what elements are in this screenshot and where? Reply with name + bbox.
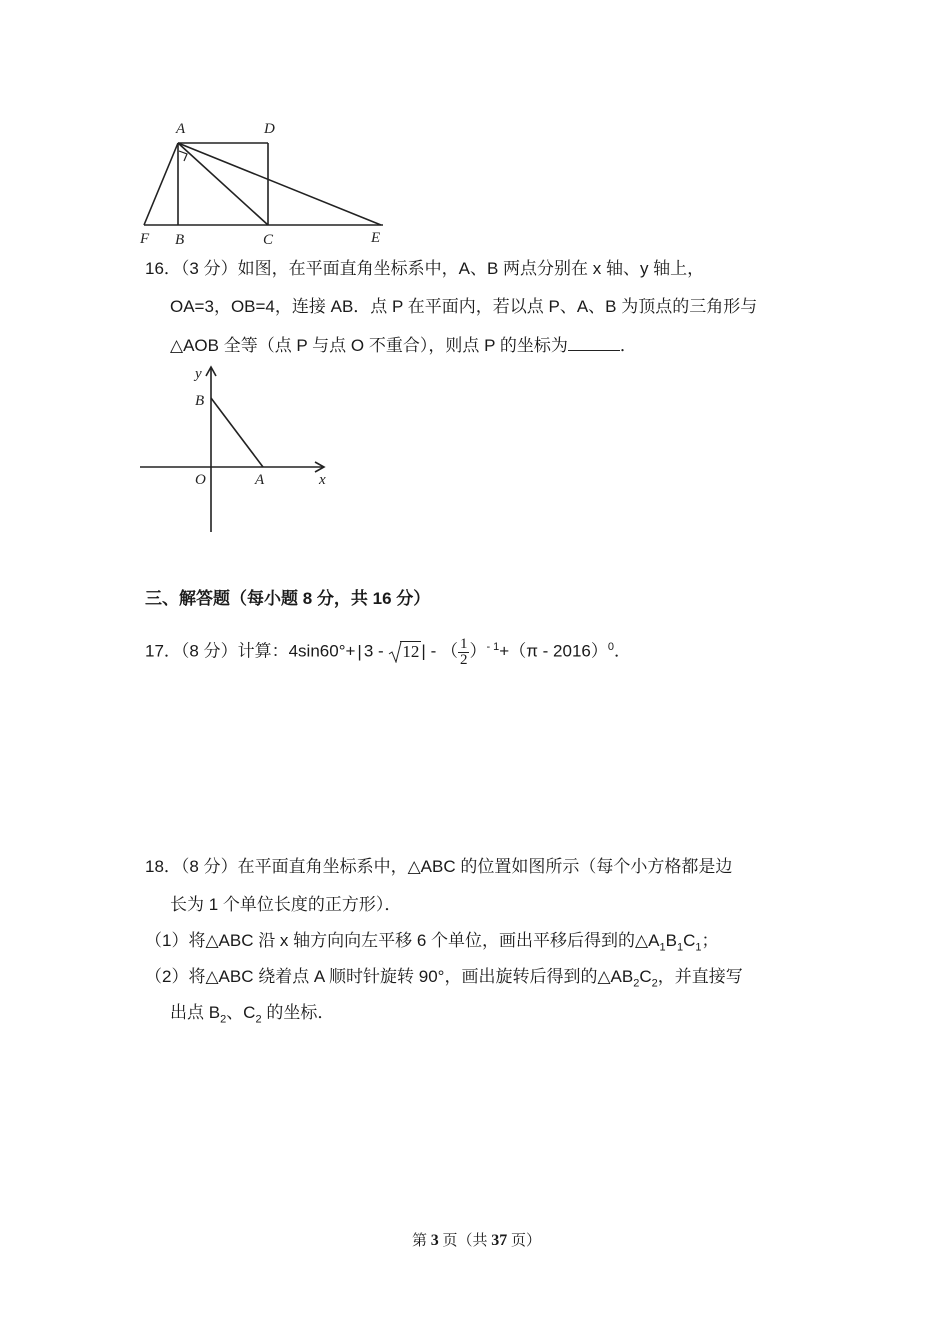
q16-line-2: OA=3，OB=4，连接 AB．点 P 在平面内，若以点 P、A、B 为顶点的三角形与 [170,297,758,316]
q16-line-3: △AOB 全等（点 P 与点 O 不重合），则点 P 的坐标为 ． [170,336,637,355]
label-C: C [263,232,274,248]
current-page-number: 3 [430,1232,439,1249]
answer-blank [568,334,620,351]
label-B: B [195,393,205,409]
geometry-figure-1 [135,118,395,250]
page-footer: 第 3 页（共 37 页） [412,1232,542,1249]
label-x: x [319,472,326,488]
label-B: B [175,232,185,248]
total-page-count: 37 [491,1232,508,1249]
q16-number: 16． [145,259,181,278]
q18-part-2-line-2: 出点 $B_2$、$C_2$ 的坐标． [170,1003,335,1026]
label-F: F [140,231,150,247]
coordinate-figure-2 [135,360,335,536]
q18-number: 18． [145,857,181,876]
label-y: y [195,366,202,382]
section-3-heading: 三、解答题（每小题 8 分，共 16 分） [145,589,431,608]
label-O: O [195,472,206,488]
label-E: E [371,230,381,246]
q18-line-2: 长为 1 个单位长度的正方形）． [170,895,402,914]
fraction-one-half: $\frac{1}{2}$ [459,635,468,668]
q17-number: 17． [145,641,181,661]
label-A: A [255,472,265,488]
q17-line: 17．（8 分）计算：4sin60°+ | 3 - 12 | - （ $\frac{1}{2}$ ）$^{- 1}$+（π - 2016）$^0$． [145,635,632,668]
q18-part-1: （1）将△ABC 沿 x 轴方向向左平移 6 个单位，画出平移后得到的$\triangle A_1B_1C_1$； [145,931,719,954]
q18-line-1: 18．（8 分）在平面直角坐标系中，△ABC 的位置如图所示（每个小方格都是边 [145,857,733,876]
sqrt-12: 12 [388,641,421,663]
label-A: A [176,121,186,137]
q18-part-2: （2）将△ABC 绕着点 A 顺时针旋转 90°，画出旋转后得到的$\triangle AB_2C_2$，并直接写 [145,967,743,990]
q16-line-1: 16．（3 分）如图，在平面直角坐标系中，A、B 两点分别在 x 轴、y 轴上， [145,259,705,278]
label-D: D [264,121,275,137]
